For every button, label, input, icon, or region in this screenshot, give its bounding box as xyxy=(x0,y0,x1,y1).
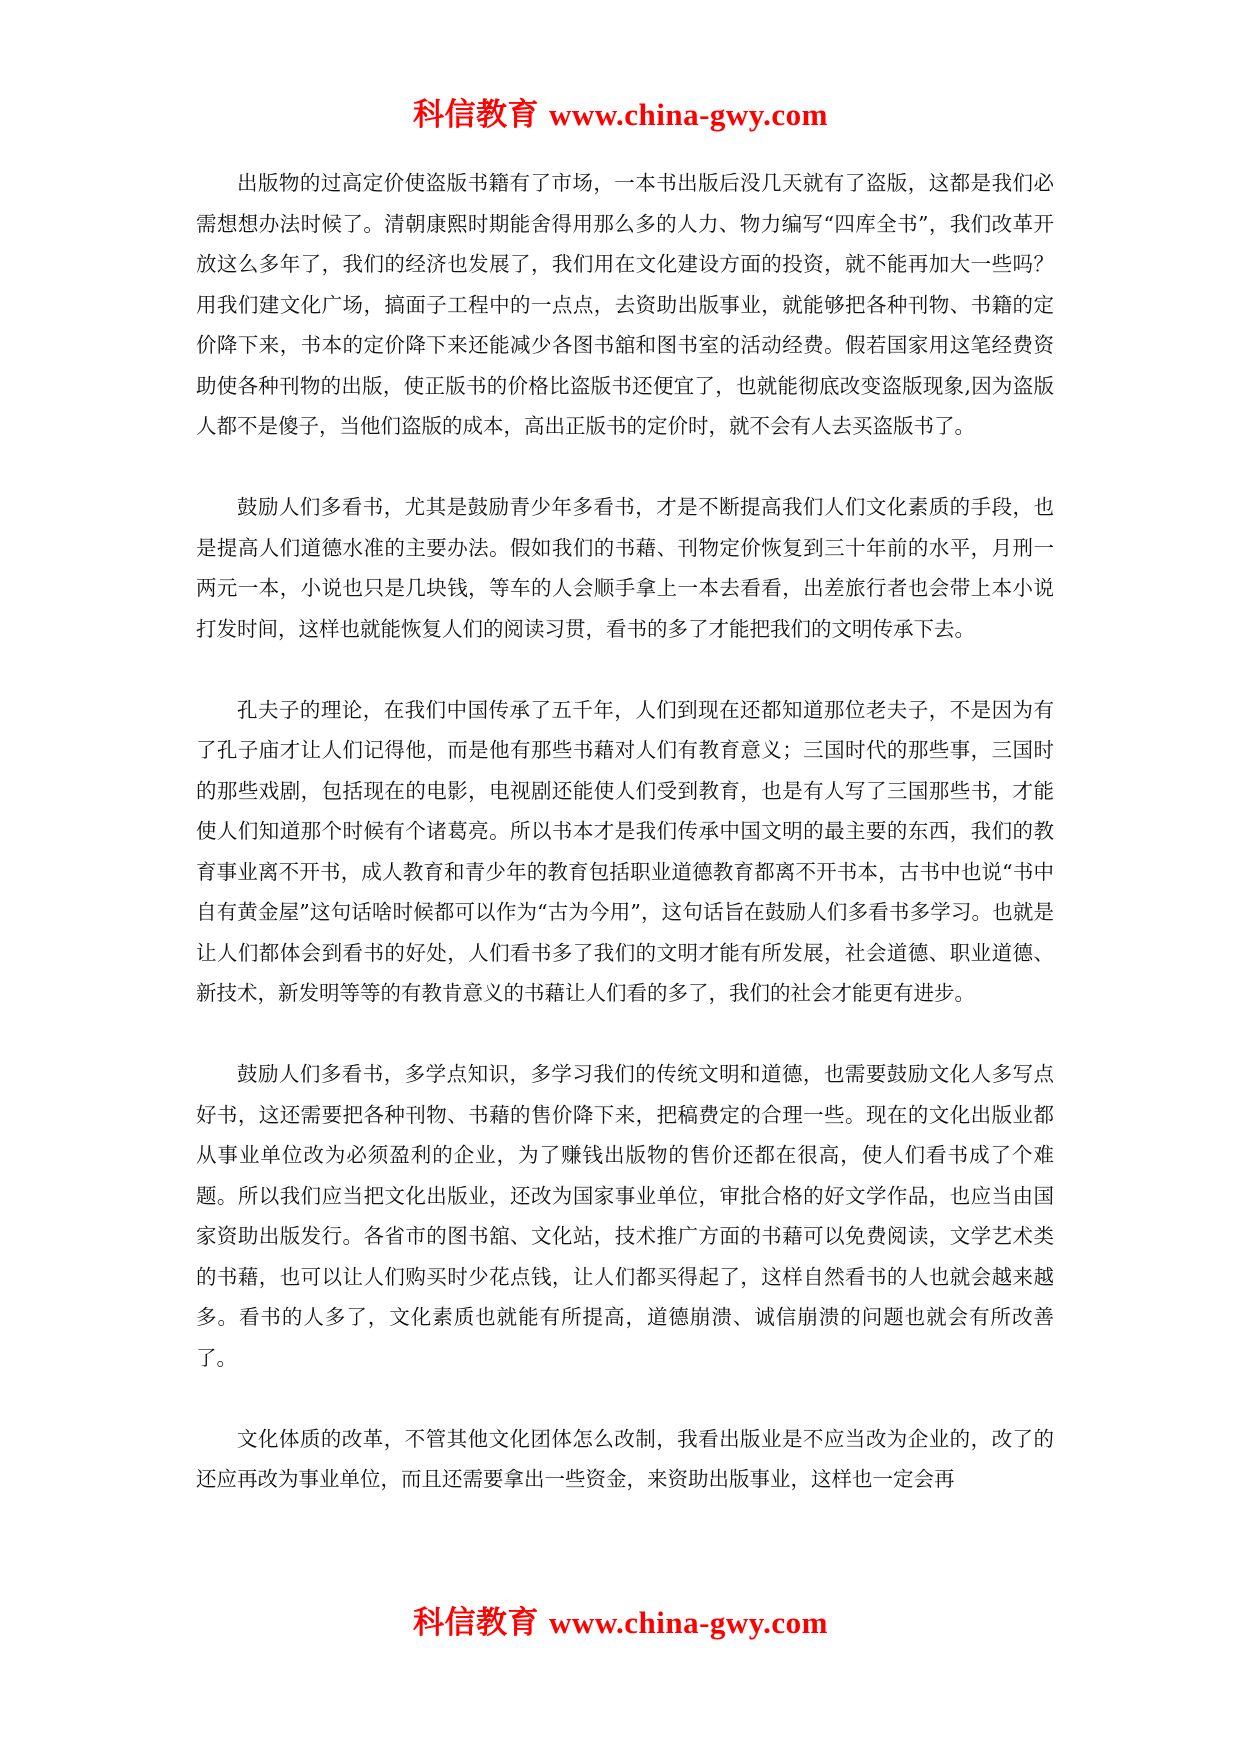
page-header xyxy=(0,95,1241,135)
paragraph-4: 鼓励人们多看书，多学点知识，多学习我们的传统文明和道德，也需要鼓励文化人多写点好书，这还需要把各种刊物、书藉的售价降下来，把稿费定的合理一些。现在的文化出版业都从事业单位改为必须盈利的企业，为了赚钱出版物的售价还都在很高，使人们看书成了个难题。所以我们应当把文化出版业，还改为国家事业单位，审批合格的好文学作品，也应当由国家资助出版发行。各省市的图书舘、文化站，技术推广方面的书藉可以免费阅读，文学艺术类的书藉，也可以让人们购买时少花点钱，让人们都买得起了，这样自然看书的人也就会越来越多。看书的人多了，文化素质也就能有所提高，道德崩溃、诚信崩溃的问题也就会有所改善了。 xyxy=(196,1062,1054,1370)
header-url[interactable]: www.china-gwy.com xyxy=(549,97,828,132)
footer-url[interactable]: www.china-gwy.com xyxy=(549,1605,828,1640)
paragraph-3: 孔夫子的理论，在我们中国传承了五千年，人们到现在还都知道那位老夫子，不是因为有了孔子庙才让人们记得他，而是他有那些书藉对人们有教育意义；三国时代的那些事，三国时的那些戏剧，包括现在的电影，电视剧还能使人们受到教育，也是有人写了三国那些书，才能使人们知道那个时候有个诸葛亮。所以书本才是我们传承中国文明的最主要的东西，我们的教育事业离不开书，成人教育和青少年的教育包括职业道德教育都离不开书本，古书中也说“书中自有黄金屋”这句话啥时候都可以作为“古为今用”，这句话旨在鼓励人们多看书多学习。也就是让人们都体会到看书的好处，人们看书多了我们的文明才能有所发展，社会道德、职业道德、新技术，新发明等等的有教肯意义的书藉让人们看的多了，我们的社会才能更有进步。 xyxy=(196,697,1054,1005)
page-footer xyxy=(0,1603,1241,1643)
paragraph-2: 鼓励人们多看书，尤其是鼓励青少年多看书，才是不断提高我们人们文化素质的手段，也是提高人们道德水准的主要办法。假如我们的书藉、刊物定价恢复到三十年前的水平，月刑一两元一本，小说也只是几块钱，等车的人会顺手拿上一本去看看，出差旅行者也会带上本小说打发时间，这样也就能恢复人们的阅读习贯，看书的多了才能把我们的文明传承下去。 xyxy=(196,495,1054,641)
paragraph-5: 文化体质的改革，不管其他文化团体怎么改制，我看出版业是不应当改为企业的，改了的还应再改为事业单位，而且还需要拿出一些资金，来资助出版事业，这样也一定会再 xyxy=(196,1426,1054,1491)
paragraph-1: 出版物的过高定价使盗版书籍有了市场，一本书出版后没几天就有了盗版，这都是我们必需想想办法时候了。清朝康熙时期能舍得用那么多的人力、物力编写“四库全书”，我们改革开放这么多年了，我们的经济也发展了，我们用在文化建设方面的投资，就不能再加大一些吗？用我们建文化广场，搞面子工程中的一点点，去资助出版事业，就能够把各种刊物、书籍的定价降下来，书本的定价降下来还能减少各图书舘和图书室的活动经费。假若国家用这笔经费资助使各种刊物的出版，使正版书的价格比盗版书还便宜了，也就能彻底改变盗版现象,因为盗版人都不是傻子，当他们盗版的成本，高出正版书的定价时，就不会有人去买盗版书了。 xyxy=(196,171,1054,438)
header-brand: 科信教育 xyxy=(413,97,540,132)
document-body xyxy=(196,163,1054,1500)
footer-brand: 科信教育 xyxy=(413,1605,540,1640)
